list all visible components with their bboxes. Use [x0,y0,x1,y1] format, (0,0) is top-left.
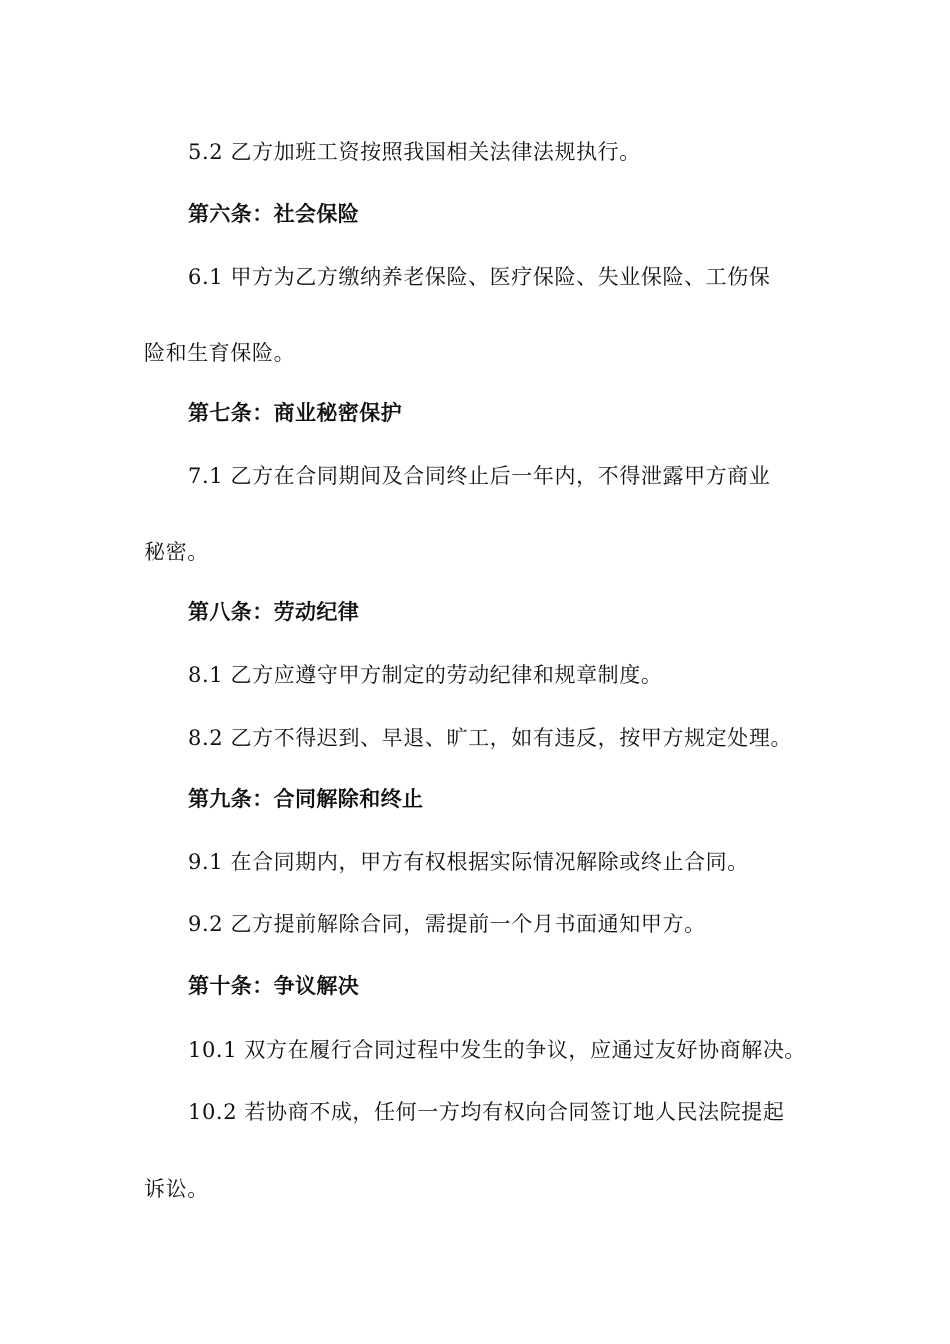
article-9-heading: 第九条：合同解除和终止 [188,787,424,811]
clause-9-1: 9.1 在合同期内，甲方有权根据实际情况解除或终止合同。 [188,850,749,874]
clause-8-1: 8.1 乙方应遵守甲方制定的劳动纪律和规章制度。 [188,663,663,687]
clause-7-1-line-2: 秘密。 [144,540,209,564]
clause-6-1-line-2: 险和生育保险。 [144,341,296,365]
article-8-heading: 第八条：劳动纪律 [188,600,360,624]
clause-8-2: 8.2 乙方不得迟到、早退、旷工，如有违反，按甲方规定处理。 [188,726,793,750]
article-6-heading: 第六条：社会保险 [188,202,360,226]
clause-10-1: 10.1 双方在履行合同过程中发生的争议，应通过友好协商解决。 [188,1038,807,1062]
clause-10-2-line-2: 诉讼。 [144,1177,209,1201]
clause-10-2-line-1: 10.2 若协商不成，任何一方均有权向合同签订地人民法院提起 [188,1100,785,1124]
article-10-heading: 第十条：争议解决 [188,974,360,998]
clause-5-2: 5.2 乙方加班工资按照我国相关法律法规执行。 [188,140,641,164]
clause-7-1-line-1: 7.1 乙方在合同期间及合同终止后一年内，不得泄露甲方商业 [188,464,771,488]
article-7-heading: 第七条：商业秘密保护 [188,401,402,425]
clause-6-1-line-1: 6.1 甲方为乙方缴纳养老保险、医疗保险、失业保险、工伤保 [188,265,771,289]
clause-9-2: 9.2 乙方提前解除合同，需提前一个月书面通知甲方。 [188,912,706,936]
